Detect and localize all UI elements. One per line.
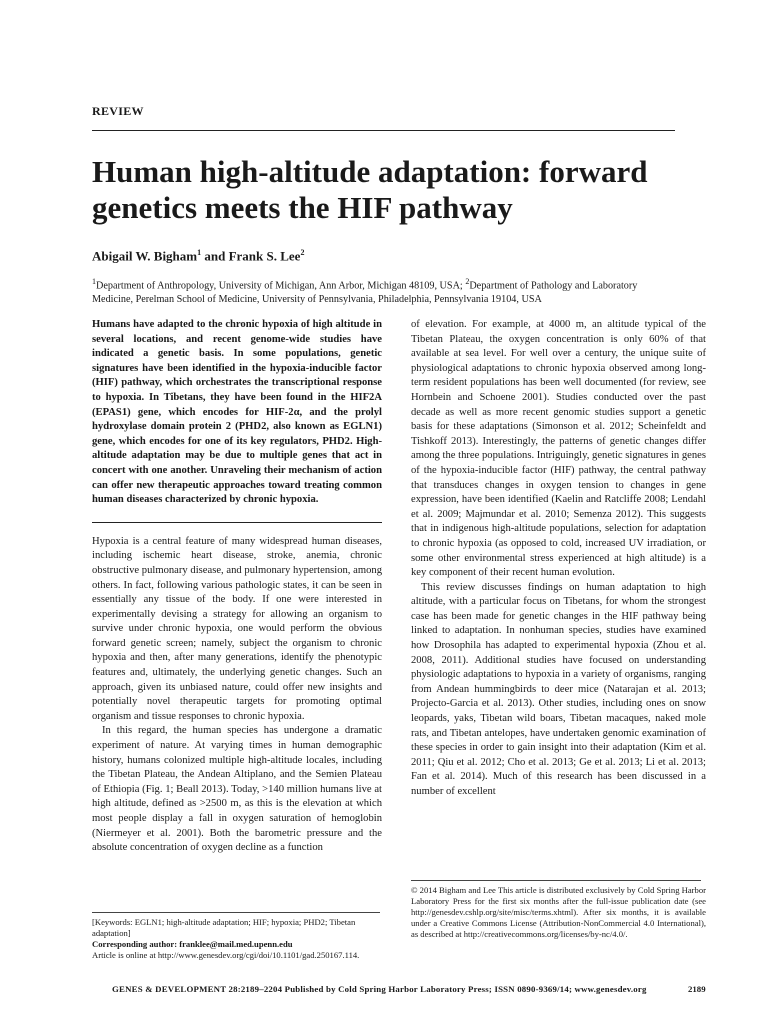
affil-marker: 2	[465, 277, 470, 286]
author-affil-marker: 2	[300, 248, 305, 257]
author-name: Frank S. Lee	[228, 248, 301, 264]
affil-marker: 1	[92, 277, 96, 286]
body-paragraph: of elevation. For example, at 4000 m, an altitude typical of the Tibetan Plateau, the oxygen concentration is only 60% of that available at sea level. For well over a century, the unique suite of physiological adaptations to chronic hypoxia observed among long-term resident populations has been well documented (for review, see Hornbein and Schoene 2001). Studies conducted over the past decade as well as more recent genomic studies support a genetic basis for these adaptations (Simonson et al. 2012; Scheinfeldt and Tishkoff 2013). Interestingly, the patterns of genetic changes differ among the three populations. Intriguingly, genetic signatures in genes of the hypoxia-inducible factor (HIF) pathway, the central pathway that transduces changes in oxygen tension to changes in gene expression, have been identified (Kaelin and Ratcliffe 2008; Lendahl et al. 2009; Majmundar et al. 2010; Semenza 2012). This suggests that in indigenous high-altitude populations, selection for adaptation to chronic hypoxia (as opposed to cold, increased UV irradiation, or some other environmental stress experienced at high altitude) is a key component of their recent human evolution.	[411, 319, 706, 579]
body-paragraph: Hypoxia is a central feature of many widespread human diseases, including ischemic heart disease, stroke, anemia, chronic obstructive pulmonary disease, and pulmonary hypertension, among others. In fact, following various pathologic states, it can be seen in essentially any tissue of the body. If one were interested in experimentally devising a strategy for allowing an organism to survive under chronic hypoxia, one would perform the obvious forward genetic screen; namely, subject the organism to chronic hypoxia and then, after many generations, identify the phenotypic features and, ultimately, the underlying genetic changes. Such an approach, given its unbiased nature, could offer new insights and potentially novel therapeutic targets for promoting optimal organism and tissue responses to chronic hypoxia.	[92, 535, 382, 722]
license-rule	[411, 880, 701, 881]
running-footer: GENES & DEVELOPMENT 28:2189–2204 Published by Cold Spring Harbor Laboratory Press; ISSN 0890-9369/14; www.genesdev.org	[112, 984, 647, 994]
right-column	[411, 318, 706, 800]
article-title: Human high-altitude adaptation: forward genetics meets the HIF pathway	[92, 154, 648, 225]
corresponding-author	[92, 939, 384, 950]
license-text: © 2014 Bigham and Lee This article is distributed exclusively by Cold Spring Harbor Laboratory Press for the first six months after the full-issue publication date (see http://genesdev.cshlp.org/site/misc/terms.xhtml). After six months, it is available under a Creative Commons License (Attribution-NonCommercial 4.0 International), as described at http://creativecommons.org/licenses/by-nc/4.0/.	[411, 885, 706, 939]
article-footnotes	[92, 912, 384, 961]
footnote-rule	[92, 912, 380, 913]
affiliation-1: Department of Anthropology, University of Michigan, Ann Arbor, Michigan 48109, USA;	[96, 280, 463, 292]
article-online-link[interactable]: Article is online at http://www.genesdev.org/cgi/doi/10.1101/gad.250167.114.	[92, 950, 360, 960]
abstract-rule	[92, 522, 382, 523]
keywords: [Keywords: EGLN1; high-altitude adaptation; HIF; hypoxia; PHD2; Tibetan adaptation]	[92, 917, 356, 938]
author-separator: and	[201, 248, 229, 264]
affiliation-2: Department of Pathology and Laboratory Medicine, Perelman School of Medicine, University of Pennsylvania, Philadelphia, Pennsylvania 19104, USA	[92, 280, 638, 306]
author-name: Abigail W. Bigham	[92, 248, 198, 264]
page-number: 2189	[688, 984, 706, 994]
license-note	[411, 880, 706, 940]
corresponding-email[interactable]: franklee@mail.med.upenn.edu	[179, 939, 293, 949]
abstract: Humans have adapted to the chronic hypoxia of high altitude in several locations, and recent genome-wide studies have indicated a genetic basis. In some populations, genetic signatures have been identified in the hypoxia-inducible factor (HIF) pathway, which orchestrates the transcriptional response to hypoxia. In Tibetans, they have been found in the HIF2A (EPAS1) gene, which encodes for HIF-2α, and the prolyl hydroxylase domain protein 2 (PHD2, also known as EGLN1) gene, which encodes for one of its key regulators, PHD2. High-altitude adaptation may be due to multiple genes that act in concert with one another. Unraveling their mechanism of action can offer new therapeutic approaches toward treating common human diseases characterized by chronic hypoxia.	[92, 319, 382, 506]
author-line	[92, 248, 304, 264]
author-affil-marker: 1	[197, 248, 202, 257]
body-paragraph: In this regard, the human species has undergone a dramatic experiment of nature. At varying times in human demographic history, humans colonized multiple high-altitude locales, including the Tibetan Plateau, the Andean Altiplano, and the Semien Plateau of Ethiopia (Fig. 1; Beall 2013). Today, >140 million humans live at high altitude, defined as >2500 m, as this is the elevation at which most people display a fall in oxygen saturation of hemoglobin (Niermeyer et al. 2001). Both the barometric pressure and the absolute concentration of oxygen decline as a function	[92, 725, 382, 854]
affiliations	[92, 275, 677, 307]
section-label: REVIEW	[92, 104, 144, 118]
left-column	[92, 318, 382, 856]
header-rule	[92, 130, 675, 131]
corresponding-label: Corresponding author:	[92, 939, 180, 949]
body-paragraph: This review discusses findings on human adaptation to high altitude, with a particular focus on Tibetans, for whom the strongest case has been made for genetic changes in the HIF pathway being linked to adaptation. In nonhuman species, studies have examined how Drosophila has adapted to experimental hypoxia (Zhou et al. 2008, 2011). Additional studies have focused on understanding physiologic adaptations to hypoxia in a variety of organisms, ranging from Andean hummingbirds to deer mice (Natarajan et al. 2013; Projecto-Garcia et al. 2013). Other studies, including ones on snow leopards, yaks, Tibetan wild boars, Tibetan macaques, naked mole rats, and Tibetan antelopes, have undertaken genomic examination of these species in order to gain insight into their adaptation (Kim et al. 2011; Qiu et al. 2012; Cho et al. 2013; Ge et al. 2013; Li et al. 2013; Fan et al. 2014). Much of this research has been discussed in a number of excellent	[411, 581, 706, 797]
